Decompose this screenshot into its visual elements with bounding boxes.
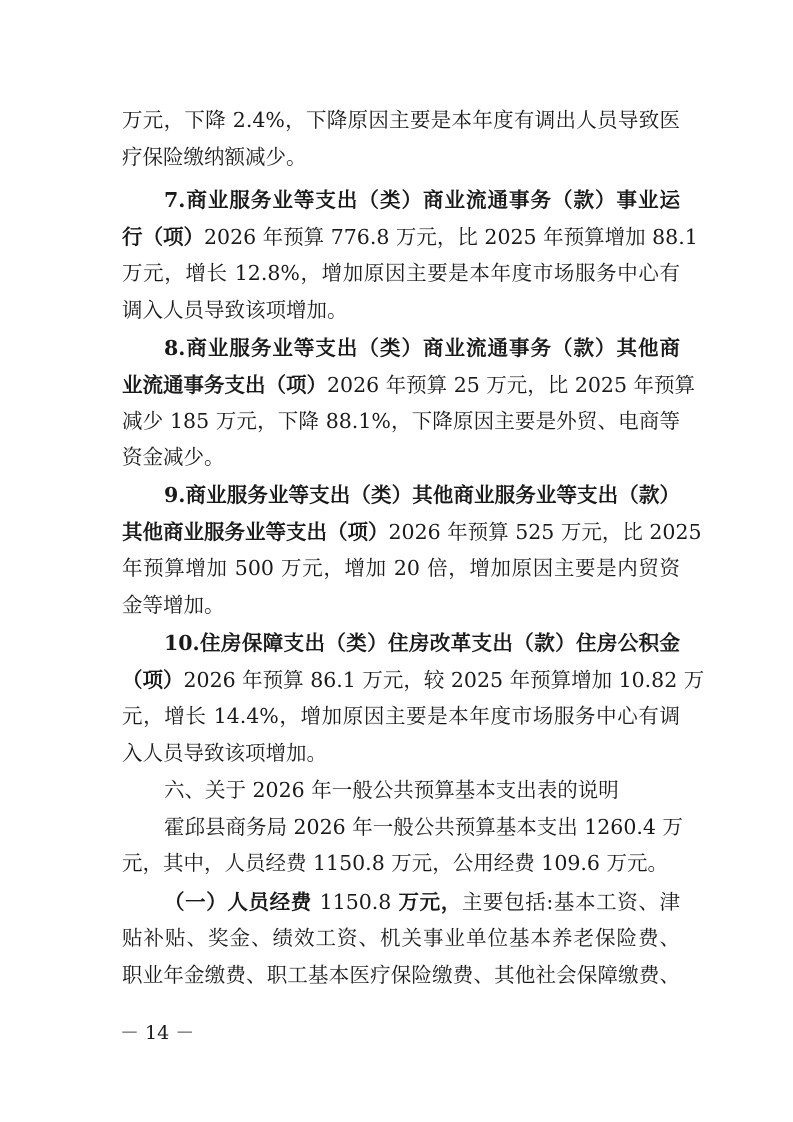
text: 2026 年预算 86.1 万元，较 2025 年预算增加 10.82 万: [183, 668, 705, 692]
text-line: [122, 297, 680, 323]
text: 六、关于 2026 年一般公共预算基本支出表的说明: [164, 778, 619, 802]
bold-text: 行（项）: [122, 225, 204, 249]
bold-text: 万元，: [398, 890, 462, 914]
text: 2026 年预算 525 万元，比 2025: [388, 520, 702, 544]
text-line: [122, 260, 680, 286]
bold-text: 其他商业服务业等支出（项）: [122, 520, 389, 544]
text-line: [164, 482, 680, 508]
text: 万元，下降 2.4%，下降原因主要是本年度有调出人员导致医: [122, 108, 680, 132]
text-line: [122, 925, 680, 951]
bold-text: 8.商业服务业等支出（类）商业流通事务（款）其他商: [164, 336, 680, 360]
text-line: [164, 889, 680, 915]
text-line: [122, 962, 680, 988]
text-line: [164, 814, 683, 840]
text: 调入人员导致该项增加。: [122, 298, 348, 322]
text: 2026 年预算 776.8 万元，比 2025 年预算增加 88.1: [204, 225, 698, 249]
text-line: [122, 555, 680, 581]
text: 2026 年预算 25 万元，比 2025 年预算: [327, 373, 696, 397]
text-line: [122, 224, 698, 250]
text: 年预算增加 500 万元，增加 20 倍，增加原因主要是内贸资: [122, 556, 680, 580]
page-number: － 14 －: [120, 1022, 195, 1044]
text: 疗保险缴纳额减少。: [122, 145, 307, 169]
text-line: [122, 740, 680, 766]
text: 资金减少。: [122, 445, 225, 469]
text-line: [164, 335, 680, 361]
bold-text: （项）: [122, 668, 184, 692]
bold-text: 业流通事务支出（项）: [122, 373, 327, 397]
text: 霍邱县商务局 2026 年一般公共预算基本支出 1260.4 万: [164, 815, 683, 839]
text: 万元，增长 12.8%，增加原因主要是本年度市场服务中心有: [122, 261, 680, 285]
text: 金等增加。: [122, 593, 225, 617]
text-line: [164, 630, 680, 656]
text-line: [122, 372, 696, 398]
text-line: [164, 187, 680, 213]
text: 主要包括:基本工资、津: [461, 890, 681, 914]
text-line: [122, 667, 705, 693]
bold-text: 7.商业服务业等支出（类）商业流通事务（款）事业运: [164, 188, 680, 212]
text: 减少 185 万元，下降 88.1%，下降原因主要是外贸、电商等: [122, 409, 680, 433]
text-line: [122, 519, 702, 545]
text: 职业年金缴费、职工基本医疗保险缴费、其他社会保障缴费、: [122, 963, 680, 987]
text-line: [122, 408, 680, 434]
text-line: [122, 107, 680, 133]
text: 元，其中，人员经费 1150.8 万元，公用经费 109.6 万元。: [122, 851, 668, 875]
text-line: [122, 444, 680, 470]
text: 入人员导致该项增加。: [122, 741, 327, 765]
text-line: [164, 777, 680, 803]
text-line: [122, 592, 680, 618]
text-line: [122, 144, 680, 170]
bold-text: 10.住房保障支出（类）住房改革支出（款）住房公积金: [164, 631, 680, 655]
text: 元，增长 14.4%，增加原因主要是本年度市场服务中心有调: [122, 704, 680, 728]
bold-text: （一）人员经费: [164, 890, 320, 914]
text-line: [122, 850, 680, 876]
text: 1150.8: [319, 890, 399, 914]
bold-text: 9.商业服务业等支出（类）其他商业服务业等支出（款）: [164, 483, 680, 507]
text: 贴补贴、奖金、绩效工资、机关事业单位基本养老保险费、: [122, 926, 680, 950]
text-line: [122, 703, 680, 729]
